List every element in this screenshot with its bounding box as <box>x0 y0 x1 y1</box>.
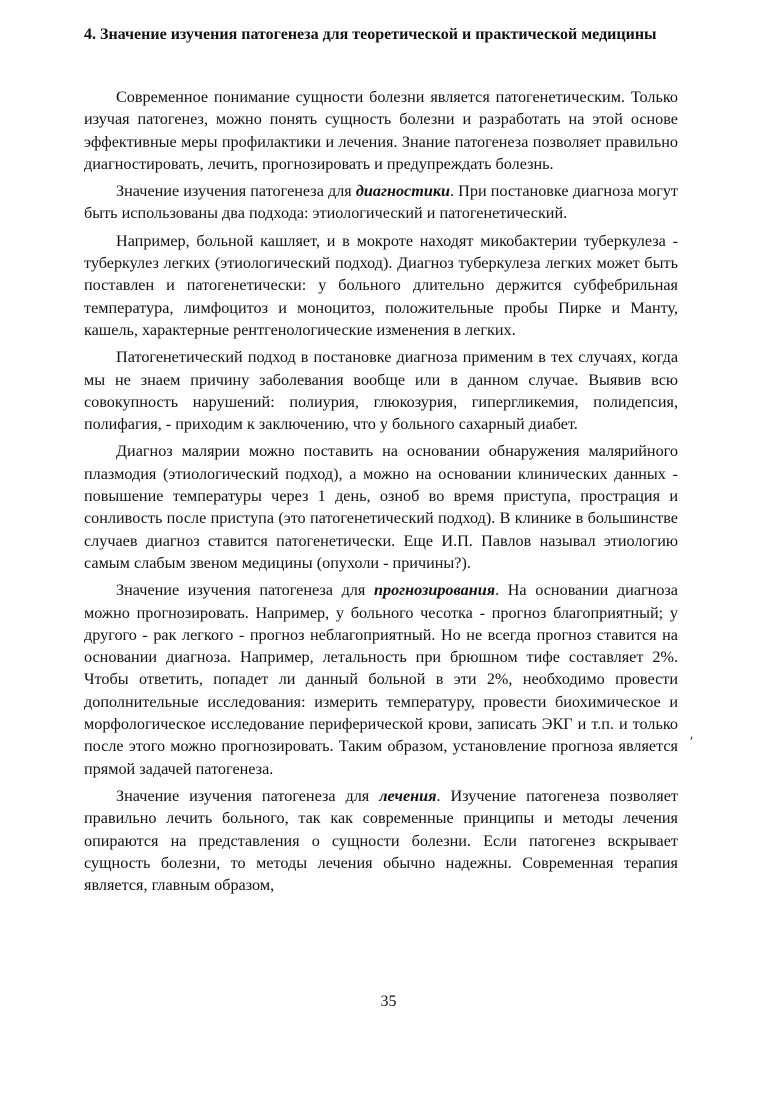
paragraph-text: Патогенетический подход в постановке диагноза применим в тех случаях, когда мы не знаем причину заболевания вообще или в данном случае. Выявив всю совокупность нарушений: полиурия, глюкозурия, гипергликемия, полидепсия, полифагия, - приходим к заключению, что у больного сахарный диабет. <box>84 348 678 434</box>
paragraph-6 <box>84 579 678 780</box>
emphasis-treatment: лечения <box>379 786 437 805</box>
paragraph-3 <box>84 230 678 341</box>
body-text <box>84 86 678 901</box>
paragraph-text: . На основании диагноза можно прогнозировать. Например, у больного чесотка - прогноз благоприятный; у другого - рак легкого - прогноз неблагоприятный. Но не всегда прогноз ставится на основании диагноза. Например, летальность при брюшном тифе составляет 2%. Чтобы ответить, попадет ли данный больной в эти 2%, необходимо провести дополнительные исследования: измерить температуру, провести биохимическое и морфологическое исследование периферической крови, записать ЭКГ и т.п. и только после этого можно прогнозировать. Таким образом, установление прогноза является прямой задачей патогенеза. <box>84 581 678 778</box>
page-number: 35 <box>380 993 397 1010</box>
paragraph-text: Современное понимание сущности болезни является патогенетическим. Только изучая патогенез, можно понять сущность болезни и разработать на этой основе эффективные меры профилактики и лечения. Знание патогенеза позволяет правильно диагностировать, лечить, прогнозировать и предупреждать болезнь. <box>84 88 678 173</box>
paragraph-text: . При постановке диагноза могут быть использованы два подхода: этиологический и патогенетический. <box>84 182 678 223</box>
paragraph-text: . Изучение патогенеза позволяет правильно лечить больного, так как современные принципы и методы лечения опираются на представления о сущности болезни. Если патогенез вскрывает сущность болезни, то методы лечения обычно надежны. Современная терапия является, главным образом, <box>84 786 679 895</box>
paragraph-text: Например, больной кашляет, и в мокроте находят микобактерии туберкулеза - туберкулез легких (этиологический подход). Диагноз туберкулеза легких может быть поставлен и патогенетически: у больного длительно держится субфебрильная температура, лимфоцитоз и моноцитоз, положительные пробы Пирке и Манту, кашель, характерные рентгенологические изменения в легких. <box>84 231 678 339</box>
paragraph-2 <box>84 180 678 225</box>
paragraph-text: Значение изучения патогенеза для <box>116 786 380 805</box>
paragraph-4 <box>84 346 678 435</box>
emphasis-prognosis: прогнозирования <box>373 581 496 600</box>
paragraph-5 <box>84 440 678 574</box>
paragraph-1 <box>84 86 678 175</box>
paragraph-7 <box>84 785 678 896</box>
emphasis-diagnostics: диагностики <box>355 182 451 201</box>
paragraph-text: Значение изучения патогенеза для <box>116 182 356 201</box>
paragraph-text: Значение изучения патогенеза для <box>116 581 374 600</box>
section-heading: 4. Значение изучения патогенеза для теоретической и практической медицины <box>84 26 657 43</box>
paragraph-text: Диагноз малярии можно поставить на основании обнаружения малярийного плазмодия (этиологический подход), а можно на основании клинических данных - повышение температуры через 1 день, озноб во время приступа, прострация и сонливость после приступа (это патогенетический подход). В клинике в большинстве случаев диагноз ставится патогенетически. Еще И.П. Павлов называл этиологию самым слабым звеном медицины (опухоли - причины?). <box>84 442 678 572</box>
margin-mark: ʹ <box>690 735 694 750</box>
